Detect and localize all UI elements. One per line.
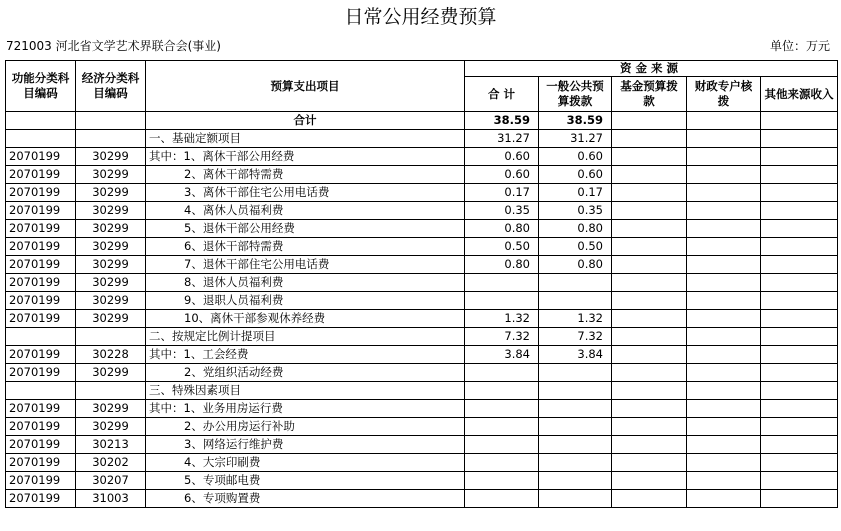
econ-code-cell: 30299 xyxy=(76,364,146,382)
other-income-cell xyxy=(761,184,838,202)
fund-budget-cell xyxy=(612,346,687,364)
special-account-cell xyxy=(687,400,761,418)
func-code-cell: 2070199 xyxy=(6,256,76,274)
total-label: 合计 xyxy=(146,112,465,130)
fund-budget-cell xyxy=(612,310,687,328)
fund-budget-cell xyxy=(612,166,687,184)
special-account-cell xyxy=(687,166,761,184)
total-cell xyxy=(465,490,539,508)
total-cell: 0.60 xyxy=(465,166,539,184)
fund-budget-cell xyxy=(612,400,687,418)
general-budget-cell xyxy=(539,472,612,490)
table-row xyxy=(6,454,838,472)
table-row xyxy=(6,328,838,346)
header-fund-budget: 基金预算拨款 xyxy=(612,77,687,112)
func-code-cell: 2070199 xyxy=(6,400,76,418)
general-budget-cell: 0.17 xyxy=(539,184,612,202)
special-account-cell xyxy=(687,202,761,220)
item-cell: 3、离休干部住宅公用电话费 xyxy=(146,184,465,202)
func-code-cell: 2070199 xyxy=(6,454,76,472)
item-cell: 5、退休干部公用经费 xyxy=(146,220,465,238)
general-budget-cell: 1.32 xyxy=(539,310,612,328)
table-row xyxy=(6,418,838,436)
total-general-amount: 38.59 xyxy=(539,112,612,130)
fund-budget-cell xyxy=(612,202,687,220)
fund-budget-cell xyxy=(612,472,687,490)
other-income-cell xyxy=(761,130,838,148)
total-cell xyxy=(465,454,539,472)
total-cell: 0.17 xyxy=(465,184,539,202)
total-cell xyxy=(465,274,539,292)
table-row xyxy=(6,382,838,400)
econ-code-cell: 30299 xyxy=(76,238,146,256)
total-cell: 7.32 xyxy=(465,328,539,346)
total-cell xyxy=(465,382,539,400)
special-account-cell xyxy=(687,418,761,436)
general-budget-cell: 0.50 xyxy=(539,238,612,256)
func-code-cell: 2070199 xyxy=(6,238,76,256)
fund-budget-cell xyxy=(612,256,687,274)
func-code-cell: 2070199 xyxy=(6,166,76,184)
header-fund-source: 资金来源 xyxy=(465,61,838,77)
page-title: 日常公用经费预算 xyxy=(344,6,497,28)
fund-budget-cell xyxy=(612,454,687,472)
general-budget-cell: 3.84 xyxy=(539,346,612,364)
fund-budget-cell xyxy=(612,148,687,166)
total-cell xyxy=(465,472,539,490)
item-cell: 6、退休干部特需费 xyxy=(146,238,465,256)
total-row xyxy=(6,112,838,130)
item-cell: 三、特殊因素项目 xyxy=(146,382,465,400)
econ-code-cell xyxy=(76,382,146,400)
item-cell: 10、离休干部参观休养经费 xyxy=(146,310,465,328)
general-budget-cell xyxy=(539,418,612,436)
total-cell xyxy=(465,292,539,310)
table-row xyxy=(6,436,838,454)
general-budget-cell xyxy=(539,490,612,508)
econ-code-cell: 30299 xyxy=(76,418,146,436)
other-income-cell xyxy=(761,148,838,166)
item-cell: 2、离休干部特需费 xyxy=(146,166,465,184)
item-cell: 其中：1、工会经费 xyxy=(146,346,465,364)
fund-budget-cell xyxy=(612,418,687,436)
econ-code-cell: 30299 xyxy=(76,274,146,292)
header-other-income: 其他来源收入 xyxy=(761,77,838,112)
fund-budget-cell xyxy=(612,130,687,148)
fund-budget-cell xyxy=(612,382,687,400)
other-income-cell xyxy=(761,310,838,328)
func-code-cell: 2070199 xyxy=(6,202,76,220)
item-cell: 7、退休干部住宅公用电话费 xyxy=(146,256,465,274)
table-row xyxy=(6,130,838,148)
total-cell: 0.80 xyxy=(465,256,539,274)
total-cell: 31.27 xyxy=(465,130,539,148)
special-account-cell xyxy=(687,184,761,202)
func-code-cell: 2070199 xyxy=(6,310,76,328)
general-budget-cell: 0.80 xyxy=(539,256,612,274)
func-code-cell: 2070199 xyxy=(6,364,76,382)
total-cell xyxy=(465,418,539,436)
special-account-cell xyxy=(687,328,761,346)
total-cell: 0.80 xyxy=(465,220,539,238)
fund-budget-cell xyxy=(612,436,687,454)
other-income-cell xyxy=(761,202,838,220)
header-func-code: 功能分类科目编码 xyxy=(6,61,76,112)
item-cell: 2、办公用房运行补助 xyxy=(146,418,465,436)
fund-budget-cell xyxy=(612,184,687,202)
func-code-cell: 2070199 xyxy=(6,490,76,508)
special-account-cell xyxy=(687,220,761,238)
total-cell: 1.32 xyxy=(465,310,539,328)
func-code-cell: 2070199 xyxy=(6,148,76,166)
general-budget-cell xyxy=(539,292,612,310)
econ-code-cell: 30299 xyxy=(76,166,146,184)
item-cell: 5、专项邮电费 xyxy=(146,472,465,490)
table-row xyxy=(6,220,838,238)
total-cell: 0.35 xyxy=(465,202,539,220)
total-cell xyxy=(465,400,539,418)
special-account-cell xyxy=(687,310,761,328)
budget-table xyxy=(5,60,838,508)
header-econ-code: 经济分类科目编码 xyxy=(76,61,146,112)
table-row xyxy=(6,400,838,418)
func-code-cell: 2070199 xyxy=(6,436,76,454)
other-income-cell xyxy=(761,238,838,256)
special-account-cell xyxy=(687,472,761,490)
general-budget-cell xyxy=(539,382,612,400)
general-budget-cell: 0.80 xyxy=(539,220,612,238)
econ-code-cell: 30299 xyxy=(76,148,146,166)
unit-label: 单位：万元 xyxy=(769,39,830,53)
other-income-cell xyxy=(761,256,838,274)
econ-code-cell: 30202 xyxy=(76,454,146,472)
func-code-cell: 2070199 xyxy=(6,274,76,292)
special-account-cell xyxy=(687,454,761,472)
other-income-cell xyxy=(761,220,838,238)
general-budget-cell: 7.32 xyxy=(539,328,612,346)
table-row xyxy=(6,148,838,166)
econ-code-cell: 30299 xyxy=(76,400,146,418)
item-cell: 9、退职人员福利费 xyxy=(146,292,465,310)
table-row xyxy=(6,292,838,310)
table-row xyxy=(6,310,838,328)
econ-code-cell: 30299 xyxy=(76,202,146,220)
general-budget-cell xyxy=(539,454,612,472)
fund-budget-cell xyxy=(612,274,687,292)
fund-budget-cell xyxy=(612,490,687,508)
fund-budget-cell xyxy=(612,238,687,256)
other-income-cell xyxy=(761,454,838,472)
other-income-cell xyxy=(761,382,838,400)
table-row xyxy=(6,184,838,202)
special-account-cell xyxy=(687,256,761,274)
other-income-cell xyxy=(761,364,838,382)
special-account-cell xyxy=(687,148,761,166)
general-budget-cell: 31.27 xyxy=(539,130,612,148)
item-cell: 2、党组织活动经费 xyxy=(146,364,465,382)
header-special-account: 财政专户核拨 xyxy=(687,77,761,112)
econ-code-cell: 30299 xyxy=(76,220,146,238)
func-code-cell: 2070199 xyxy=(6,292,76,310)
general-budget-cell xyxy=(539,364,612,382)
econ-code-cell: 30299 xyxy=(76,184,146,202)
item-cell: 其中：1、离休干部公用经费 xyxy=(146,148,465,166)
econ-code-cell: 30207 xyxy=(76,472,146,490)
other-income-cell xyxy=(761,166,838,184)
organization-label: 721003 河北省文学艺术界联合会(事业) xyxy=(6,39,221,53)
general-budget-cell: 0.60 xyxy=(539,148,612,166)
func-code-cell: 2070199 xyxy=(6,220,76,238)
econ-code-cell: 30299 xyxy=(76,310,146,328)
table-row xyxy=(6,238,838,256)
table-row xyxy=(6,256,838,274)
econ-code-cell: 30228 xyxy=(76,346,146,364)
func-code-cell xyxy=(6,328,76,346)
func-code-cell: 2070199 xyxy=(6,472,76,490)
func-code-cell: 2070199 xyxy=(6,184,76,202)
header-total: 合 计 xyxy=(465,77,539,112)
item-cell: 3、网络运行维护费 xyxy=(146,436,465,454)
econ-code-cell: 30299 xyxy=(76,292,146,310)
table-row xyxy=(6,346,838,364)
econ-code-cell: 30299 xyxy=(76,256,146,274)
econ-code-cell xyxy=(76,328,146,346)
func-code-cell xyxy=(6,130,76,148)
general-budget-cell xyxy=(539,400,612,418)
other-income-cell xyxy=(761,490,838,508)
total-amount: 38.59 xyxy=(465,112,539,130)
special-account-cell xyxy=(687,436,761,454)
other-income-cell xyxy=(761,346,838,364)
item-cell: 4、大宗印刷费 xyxy=(146,454,465,472)
other-income-cell xyxy=(761,400,838,418)
table-row xyxy=(6,166,838,184)
general-budget-cell xyxy=(539,436,612,454)
item-cell: 其中：1、业务用房运行费 xyxy=(146,400,465,418)
other-income-cell xyxy=(761,472,838,490)
func-code-cell: 2070199 xyxy=(6,418,76,436)
total-cell xyxy=(465,436,539,454)
table-row xyxy=(6,490,838,508)
econ-code-cell xyxy=(76,130,146,148)
header-item: 预算支出项目 xyxy=(146,61,465,112)
econ-code-cell: 30213 xyxy=(76,436,146,454)
table-row xyxy=(6,202,838,220)
special-account-cell xyxy=(687,490,761,508)
general-budget-cell: 0.35 xyxy=(539,202,612,220)
special-account-cell xyxy=(687,382,761,400)
other-income-cell xyxy=(761,292,838,310)
fund-budget-cell xyxy=(612,328,687,346)
total-cell xyxy=(465,364,539,382)
other-income-cell xyxy=(761,328,838,346)
header-general-budget: 一般公共预算拨款 xyxy=(539,77,612,112)
total-cell: 0.60 xyxy=(465,148,539,166)
fund-budget-cell xyxy=(612,364,687,382)
other-income-cell xyxy=(761,436,838,454)
econ-code-cell: 31003 xyxy=(76,490,146,508)
item-cell: 4、离休人员福利费 xyxy=(146,202,465,220)
special-account-cell xyxy=(687,364,761,382)
general-budget-cell: 0.60 xyxy=(539,166,612,184)
table-row xyxy=(6,364,838,382)
func-code-cell xyxy=(6,382,76,400)
fund-budget-cell xyxy=(612,292,687,310)
item-cell: 一、基础定额项目 xyxy=(146,130,465,148)
other-income-cell xyxy=(761,274,838,292)
item-cell: 8、退休人员福利费 xyxy=(146,274,465,292)
total-cell: 0.50 xyxy=(465,238,539,256)
total-cell: 3.84 xyxy=(465,346,539,364)
other-income-cell xyxy=(761,418,838,436)
func-code-cell: 2070199 xyxy=(6,346,76,364)
special-account-cell xyxy=(687,130,761,148)
fund-budget-cell xyxy=(612,220,687,238)
general-budget-cell xyxy=(539,274,612,292)
special-account-cell xyxy=(687,292,761,310)
table-row xyxy=(6,472,838,490)
special-account-cell xyxy=(687,274,761,292)
item-cell: 6、专项购置费 xyxy=(146,490,465,508)
special-account-cell xyxy=(687,238,761,256)
special-account-cell xyxy=(687,346,761,364)
item-cell: 二、按规定比例计提项目 xyxy=(146,328,465,346)
table-row xyxy=(6,274,838,292)
